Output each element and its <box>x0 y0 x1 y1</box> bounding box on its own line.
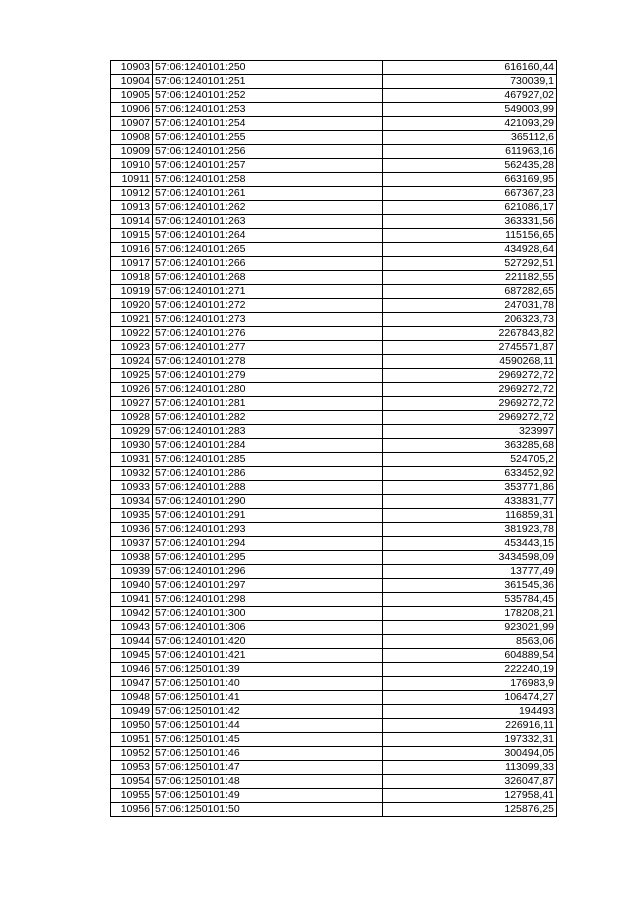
table-row <box>111 551 557 565</box>
cadastral-value-cell: 363331,56 <box>383 215 557 229</box>
row-number-cell: 10930 <box>111 439 153 453</box>
row-number-cell: 10938 <box>111 551 153 565</box>
cadastral-value-cell: 421093,29 <box>383 117 557 131</box>
cadastral-number-cell: 57:06:1240101:296 <box>153 565 383 579</box>
table-row <box>111 537 557 551</box>
cadastral-value-table <box>110 60 557 817</box>
cadastral-number-cell: 57:06:1240101:276 <box>153 327 383 341</box>
row-number-cell: 10921 <box>111 313 153 327</box>
table-row <box>111 803 557 817</box>
row-number-cell: 10952 <box>111 747 153 761</box>
row-number-cell: 10949 <box>111 705 153 719</box>
row-number-cell: 10951 <box>111 733 153 747</box>
row-number-cell: 10935 <box>111 509 153 523</box>
table-row <box>111 467 557 481</box>
row-number-cell: 10923 <box>111 341 153 355</box>
table-row <box>111 159 557 173</box>
table-row <box>111 103 557 117</box>
cadastral-value-cell: 125876,25 <box>383 803 557 817</box>
cadastral-number-cell: 57:06:1240101:251 <box>153 75 383 89</box>
cadastral-value-cell: 663169,95 <box>383 173 557 187</box>
row-number-cell: 10926 <box>111 383 153 397</box>
table-row <box>111 61 557 75</box>
table-row <box>111 285 557 299</box>
cadastral-value-cell: 13777,49 <box>383 565 557 579</box>
row-number-cell: 10906 <box>111 103 153 117</box>
cadastral-number-cell: 57:06:1250101:48 <box>153 775 383 789</box>
cadastral-value-cell: 363285,68 <box>383 439 557 453</box>
table-row <box>111 621 557 635</box>
table-row <box>111 691 557 705</box>
row-number-cell: 10919 <box>111 285 153 299</box>
table-row <box>111 411 557 425</box>
table-row <box>111 327 557 341</box>
row-number-cell: 10915 <box>111 229 153 243</box>
cadastral-value-cell: 2267843,82 <box>383 327 557 341</box>
table-row <box>111 173 557 187</box>
table-row <box>111 397 557 411</box>
cadastral-number-cell: 57:06:1240101:300 <box>153 607 383 621</box>
cadastral-number-cell: 57:06:1240101:294 <box>153 537 383 551</box>
table-row <box>111 299 557 313</box>
cadastral-number-cell: 57:06:1240101:272 <box>153 299 383 313</box>
table-row <box>111 355 557 369</box>
table-row <box>111 117 557 131</box>
table-row <box>111 187 557 201</box>
cadastral-number-cell: 57:06:1240101:265 <box>153 243 383 257</box>
cadastral-number-cell: 57:06:1240101:262 <box>153 201 383 215</box>
row-number-cell: 10950 <box>111 719 153 733</box>
row-number-cell: 10913 <box>111 201 153 215</box>
row-number-cell: 10907 <box>111 117 153 131</box>
table-row <box>111 747 557 761</box>
row-number-cell: 10929 <box>111 425 153 439</box>
cadastral-number-cell: 57:06:1240101:263 <box>153 215 383 229</box>
table-body <box>111 61 557 817</box>
row-number-cell: 10924 <box>111 355 153 369</box>
cadastral-value-cell: 176983,9 <box>383 677 557 691</box>
table-row <box>111 369 557 383</box>
cadastral-number-cell: 57:06:1240101:297 <box>153 579 383 593</box>
cadastral-number-cell: 57:06:1250101:49 <box>153 789 383 803</box>
cadastral-number-cell: 57:06:1240101:285 <box>153 453 383 467</box>
cadastral-number-cell: 57:06:1240101:291 <box>153 509 383 523</box>
row-number-cell: 10943 <box>111 621 153 635</box>
row-number-cell: 10948 <box>111 691 153 705</box>
cadastral-number-cell: 57:06:1250101:39 <box>153 663 383 677</box>
cadastral-value-cell: 616160,44 <box>383 61 557 75</box>
cadastral-value-cell: 323997 <box>383 425 557 439</box>
cadastral-value-cell: 197332,31 <box>383 733 557 747</box>
cadastral-number-cell: 57:06:1240101:295 <box>153 551 383 565</box>
cadastral-number-cell: 57:06:1240101:258 <box>153 173 383 187</box>
cadastral-value-cell: 667367,23 <box>383 187 557 201</box>
table-row <box>111 733 557 747</box>
cadastral-value-cell: 353771,86 <box>383 481 557 495</box>
row-number-cell: 10922 <box>111 327 153 341</box>
cadastral-value-cell: 127958,41 <box>383 789 557 803</box>
cadastral-number-cell: 57:06:1240101:280 <box>153 383 383 397</box>
cadastral-number-cell: 57:06:1240101:286 <box>153 467 383 481</box>
cadastral-number-cell: 57:06:1250101:47 <box>153 761 383 775</box>
table-row <box>111 495 557 509</box>
cadastral-number-cell: 57:06:1240101:279 <box>153 369 383 383</box>
cadastral-number-cell: 57:06:1250101:44 <box>153 719 383 733</box>
table-row <box>111 229 557 243</box>
cadastral-number-cell: 57:06:1240101:273 <box>153 313 383 327</box>
cadastral-number-cell: 57:06:1250101:46 <box>153 747 383 761</box>
table-row <box>111 509 557 523</box>
cadastral-value-cell: 3434598,09 <box>383 551 557 565</box>
cadastral-value-cell: 178208,21 <box>383 607 557 621</box>
row-number-cell: 10937 <box>111 537 153 551</box>
row-number-cell: 10910 <box>111 159 153 173</box>
cadastral-number-cell: 57:06:1240101:250 <box>153 61 383 75</box>
cadastral-value-cell: 8563,06 <box>383 635 557 649</box>
cadastral-value-cell: 923021,99 <box>383 621 557 635</box>
cadastral-value-cell: 433831,77 <box>383 495 557 509</box>
cadastral-number-cell: 57:06:1240101:420 <box>153 635 383 649</box>
cadastral-number-cell: 57:06:1240101:266 <box>153 257 383 271</box>
cadastral-number-cell: 57:06:1240101:282 <box>153 411 383 425</box>
cadastral-number-cell: 57:06:1240101:261 <box>153 187 383 201</box>
row-number-cell: 10946 <box>111 663 153 677</box>
cadastral-number-cell: 57:06:1240101:281 <box>153 397 383 411</box>
cadastral-number-cell: 57:06:1240101:288 <box>153 481 383 495</box>
cadastral-value-cell: 2969272,72 <box>383 411 557 425</box>
cadastral-number-cell: 57:06:1240101:253 <box>153 103 383 117</box>
row-number-cell: 10927 <box>111 397 153 411</box>
cadastral-value-cell: 687282,65 <box>383 285 557 299</box>
table-row <box>111 789 557 803</box>
cadastral-value-cell: 2969272,72 <box>383 369 557 383</box>
cadastral-value-cell: 115156,65 <box>383 229 557 243</box>
cadastral-number-cell: 57:06:1240101:421 <box>153 649 383 663</box>
row-number-cell: 10909 <box>111 145 153 159</box>
row-number-cell: 10945 <box>111 649 153 663</box>
cadastral-number-cell: 57:06:1250101:45 <box>153 733 383 747</box>
cadastral-value-cell: 535784,45 <box>383 593 557 607</box>
table-row <box>111 243 557 257</box>
cadastral-value-cell: 300494,05 <box>383 747 557 761</box>
cadastral-number-cell: 57:06:1240101:254 <box>153 117 383 131</box>
cadastral-value-cell: 221182,55 <box>383 271 557 285</box>
table-row <box>111 649 557 663</box>
cadastral-value-cell: 381923,78 <box>383 523 557 537</box>
table-row <box>111 663 557 677</box>
row-number-cell: 10944 <box>111 635 153 649</box>
cadastral-value-cell: 206323,73 <box>383 313 557 327</box>
table-row <box>111 131 557 145</box>
table-row <box>111 425 557 439</box>
cadastral-number-cell: 57:06:1240101:284 <box>153 439 383 453</box>
row-number-cell: 10940 <box>111 579 153 593</box>
cadastral-number-cell: 57:06:1250101:41 <box>153 691 383 705</box>
cadastral-number-cell: 57:06:1240101:277 <box>153 341 383 355</box>
row-number-cell: 10941 <box>111 593 153 607</box>
row-number-cell: 10916 <box>111 243 153 257</box>
row-number-cell: 10931 <box>111 453 153 467</box>
row-number-cell: 10954 <box>111 775 153 789</box>
row-number-cell: 10912 <box>111 187 153 201</box>
cadastral-number-cell: 57:06:1240101:252 <box>153 89 383 103</box>
table-row <box>111 719 557 733</box>
table-row <box>111 257 557 271</box>
row-number-cell: 10936 <box>111 523 153 537</box>
cadastral-value-cell: 2745571,87 <box>383 341 557 355</box>
cadastral-value-cell: 562435,28 <box>383 159 557 173</box>
cadastral-value-cell: 453443,15 <box>383 537 557 551</box>
table-row <box>111 677 557 691</box>
cadastral-number-cell: 57:06:1240101:283 <box>153 425 383 439</box>
row-number-cell: 10925 <box>111 369 153 383</box>
row-number-cell: 10914 <box>111 215 153 229</box>
row-number-cell: 10920 <box>111 299 153 313</box>
cadastral-value-cell: 611963,16 <box>383 145 557 159</box>
cadastral-value-cell: 549003,99 <box>383 103 557 117</box>
row-number-cell: 10933 <box>111 481 153 495</box>
cadastral-number-cell: 57:06:1250101:40 <box>153 677 383 691</box>
table-row <box>111 761 557 775</box>
cadastral-value-cell: 633452,92 <box>383 467 557 481</box>
row-number-cell: 10955 <box>111 789 153 803</box>
row-number-cell: 10939 <box>111 565 153 579</box>
cadastral-value-cell: 434928,64 <box>383 243 557 257</box>
cadastral-number-cell: 57:06:1240101:278 <box>153 355 383 369</box>
cadastral-number-cell: 57:06:1240101:268 <box>153 271 383 285</box>
table-row <box>111 145 557 159</box>
cadastral-value-cell: 604889,54 <box>383 649 557 663</box>
cadastral-value-cell: 326047,87 <box>383 775 557 789</box>
cadastral-value-cell: 116859,31 <box>383 509 557 523</box>
cadastral-number-cell: 57:06:1240101:255 <box>153 131 383 145</box>
table-row <box>111 201 557 215</box>
cadastral-value-cell: 527292,51 <box>383 257 557 271</box>
cadastral-number-cell: 57:06:1240101:293 <box>153 523 383 537</box>
row-number-cell: 10908 <box>111 131 153 145</box>
table-row <box>111 565 557 579</box>
row-number-cell: 10934 <box>111 495 153 509</box>
row-number-cell: 10947 <box>111 677 153 691</box>
cadastral-value-cell: 365112,6 <box>383 131 557 145</box>
table-row <box>111 89 557 103</box>
cadastral-number-cell: 57:06:1240101:256 <box>153 145 383 159</box>
cadastral-number-cell: 57:06:1240101:264 <box>153 229 383 243</box>
row-number-cell: 10918 <box>111 271 153 285</box>
table-row <box>111 271 557 285</box>
table-row <box>111 383 557 397</box>
cadastral-value-cell: 730039,1 <box>383 75 557 89</box>
row-number-cell: 10904 <box>111 75 153 89</box>
row-number-cell: 10903 <box>111 61 153 75</box>
cadastral-number-cell: 57:06:1240101:257 <box>153 159 383 173</box>
row-number-cell: 10956 <box>111 803 153 817</box>
cadastral-number-cell: 57:06:1240101:271 <box>153 285 383 299</box>
table-row <box>111 453 557 467</box>
table-row <box>111 481 557 495</box>
table-row <box>111 439 557 453</box>
row-number-cell: 10932 <box>111 467 153 481</box>
cadastral-number-cell: 57:06:1250101:42 <box>153 705 383 719</box>
row-number-cell: 10953 <box>111 761 153 775</box>
cadastral-number-cell: 57:06:1240101:306 <box>153 621 383 635</box>
cadastral-value-cell: 524705,2 <box>383 453 557 467</box>
table-row <box>111 75 557 89</box>
table-row <box>111 705 557 719</box>
cadastral-number-cell: 57:06:1240101:298 <box>153 593 383 607</box>
table-row <box>111 215 557 229</box>
table-row <box>111 607 557 621</box>
cadastral-value-cell: 621086,17 <box>383 201 557 215</box>
table-row <box>111 341 557 355</box>
table-row <box>111 775 557 789</box>
row-number-cell: 10928 <box>111 411 153 425</box>
cadastral-value-cell: 106474,27 <box>383 691 557 705</box>
cadastral-value-cell: 222240,19 <box>383 663 557 677</box>
table-row <box>111 635 557 649</box>
row-number-cell: 10917 <box>111 257 153 271</box>
cadastral-number-cell: 57:06:1240101:290 <box>153 495 383 509</box>
cadastral-number-cell: 57:06:1250101:50 <box>153 803 383 817</box>
row-number-cell: 10911 <box>111 173 153 187</box>
cadastral-value-cell: 2969272,72 <box>383 383 557 397</box>
cadastral-value-cell: 2969272,72 <box>383 397 557 411</box>
table-row <box>111 523 557 537</box>
cadastral-value-cell: 247031,78 <box>383 299 557 313</box>
cadastral-value-cell: 4590268,11 <box>383 355 557 369</box>
cadastral-value-cell: 113099,33 <box>383 761 557 775</box>
cadastral-value-cell: 226916,11 <box>383 719 557 733</box>
cadastral-value-cell: 361545,36 <box>383 579 557 593</box>
row-number-cell: 10942 <box>111 607 153 621</box>
table-row <box>111 579 557 593</box>
cadastral-value-cell: 194493 <box>383 705 557 719</box>
table-row <box>111 313 557 327</box>
cadastral-value-cell: 467927,02 <box>383 89 557 103</box>
row-number-cell: 10905 <box>111 89 153 103</box>
table-row <box>111 593 557 607</box>
